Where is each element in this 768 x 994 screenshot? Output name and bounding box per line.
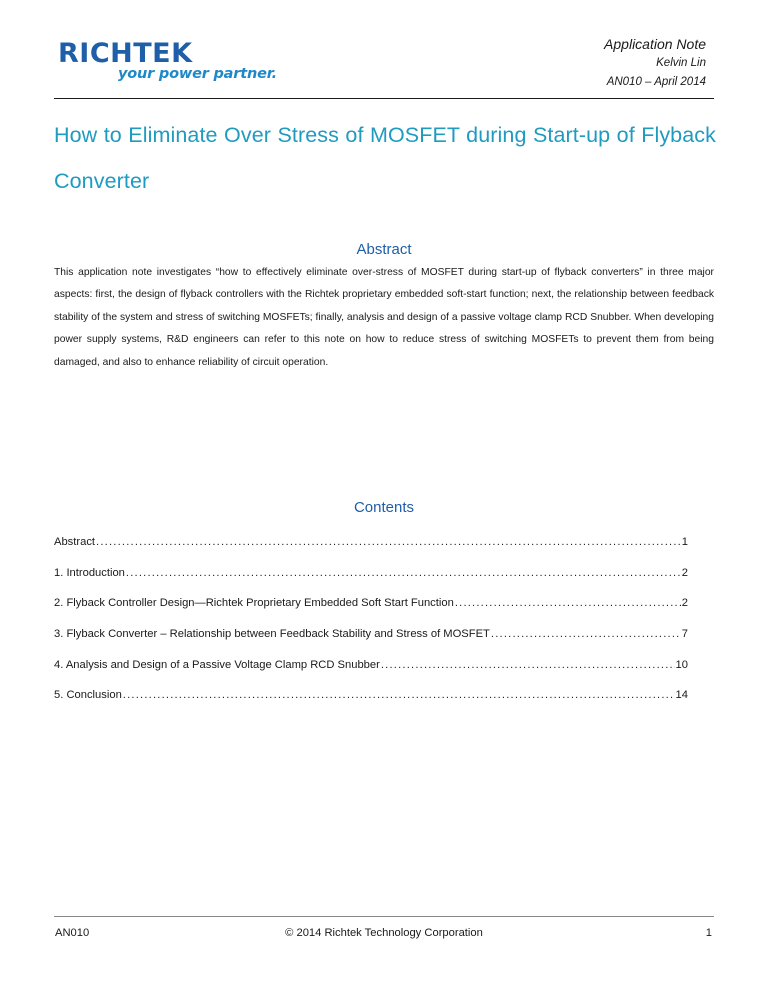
footer-copyright: © 2014 Richtek Technology Corporation bbox=[285, 927, 483, 939]
footer-page-number: 1 bbox=[705, 927, 712, 939]
footer-divider bbox=[54, 916, 714, 917]
toc-item-label: 5. Conclusion bbox=[54, 689, 122, 702]
abstract-heading: Abstract bbox=[356, 241, 412, 258]
abstract-body: This application note investigates “how to effectively eliminate over-stress of MOSFET during start-up of flyback converters” in three major aspects: first, the design of flyback controllers with the Richtek proprietary embedded soft-start function; next, the relationship between feedback stability of the system and stress of switching MOSFETs; finally, analysis and design of a passive voltage clamp RCD Snubber. When developing power supply systems, R&D engineers can refer to this note on how to reduce stress of switching MOSFETs to prevent them from being damaged, and also to enhance reliability of circuit operation. bbox=[54, 267, 714, 368]
toc-item[interactable] bbox=[54, 536, 688, 567]
toc-item-page: 14 bbox=[675, 689, 688, 702]
toc-leader-dots bbox=[491, 628, 681, 640]
footer-doc-number: AN010 bbox=[55, 927, 90, 939]
toc-item-label: Abstract bbox=[54, 536, 96, 548]
toc-item-page: 2 bbox=[681, 566, 688, 579]
toc-leader-dots bbox=[96, 536, 681, 548]
author-name: Kelvin Lin bbox=[656, 57, 706, 69]
logo-tagline: your power partner. bbox=[118, 66, 277, 82]
toc-item[interactable] bbox=[54, 689, 688, 720]
toc-leader-dots bbox=[381, 659, 675, 671]
richtek-logo bbox=[58, 40, 298, 86]
toc-item-label: 4. Analysis and Design of a Passive Voltage Clamp RCD Snubber bbox=[54, 658, 380, 671]
toc-leader-dots bbox=[455, 597, 681, 609]
document-number-date: AN010 – April 2014 bbox=[606, 76, 706, 88]
toc-item-label: 2. Flyback Controller Design—Richtek Proprietary Embedded Soft Start Function bbox=[54, 597, 454, 610]
toc-item-page: 7 bbox=[681, 628, 688, 641]
document-title: How to Eliminate Over Stress of MOSFET during Start-up of Flyback Converter bbox=[54, 123, 716, 193]
toc-item[interactable] bbox=[54, 597, 688, 628]
toc-item-label: 3. Flyback Converter – Relationship between Feedback Stability and Stress of MOSFET bbox=[54, 628, 490, 641]
toc-leader-dots bbox=[126, 567, 681, 579]
table-of-contents bbox=[54, 536, 688, 720]
toc-item-page: 2 bbox=[681, 597, 688, 610]
toc-item-label: 1. Introduction bbox=[54, 566, 125, 579]
header-divider bbox=[54, 98, 714, 99]
toc-item-page: 10 bbox=[675, 658, 688, 671]
contents-heading: Contents bbox=[353, 499, 415, 516]
toc-item[interactable] bbox=[54, 659, 688, 690]
logo-wordmark: RICHTEK bbox=[58, 38, 193, 69]
toc-item-page: 1 bbox=[681, 536, 688, 548]
header-info bbox=[604, 35, 706, 91]
document-type: Application Note bbox=[604, 36, 706, 52]
toc-item[interactable] bbox=[54, 628, 688, 659]
toc-leader-dots bbox=[123, 689, 675, 701]
toc-item[interactable] bbox=[54, 567, 688, 598]
